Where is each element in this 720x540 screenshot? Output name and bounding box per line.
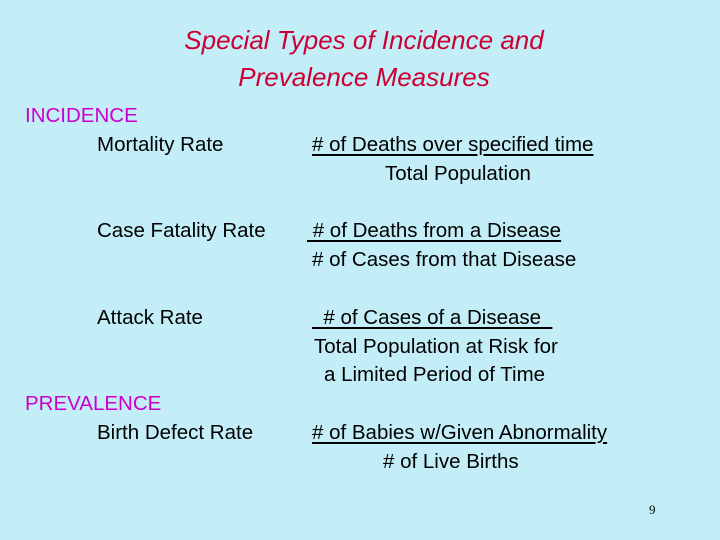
birth-defect-rate-numerator: # of Babies w/Given Abnormality bbox=[312, 421, 608, 444]
birth-defect-rate-label: Birth Defect Rate bbox=[97, 421, 254, 444]
page-number: 9 bbox=[649, 502, 656, 517]
attack-rate-denominator-line-2: a Limited Period of Time bbox=[324, 363, 546, 386]
mortality-rate-denominator: Total Population bbox=[385, 162, 531, 185]
birth-defect-rate-denominator: # of Live Births bbox=[383, 450, 519, 473]
case-fatality-rate-numerator: # of Deaths from a Disease bbox=[307, 219, 562, 242]
attack-rate-label: Attack Rate bbox=[97, 306, 203, 329]
case-fatality-rate-denominator: # of Cases from that Disease bbox=[312, 248, 577, 271]
mortality-rate-label: Mortality Rate bbox=[97, 133, 224, 156]
incidence-heading: INCIDENCE bbox=[25, 104, 138, 127]
attack-rate-denominator-line-1: Total Population at Risk for bbox=[314, 335, 558, 358]
slide-title-line-2: Prevalence Measures bbox=[238, 62, 490, 92]
mortality-rate-numerator: # of Deaths over specified time bbox=[312, 133, 594, 156]
slide-title-line-1: Special Types of Incidence and bbox=[184, 25, 544, 55]
attack-rate-numerator: # of Cases of a Disease bbox=[312, 306, 553, 329]
prevalence-heading: PREVALENCE bbox=[25, 392, 162, 415]
slide-title bbox=[0, 22, 720, 96]
case-fatality-rate-label: Case Fatality Rate bbox=[97, 219, 266, 242]
